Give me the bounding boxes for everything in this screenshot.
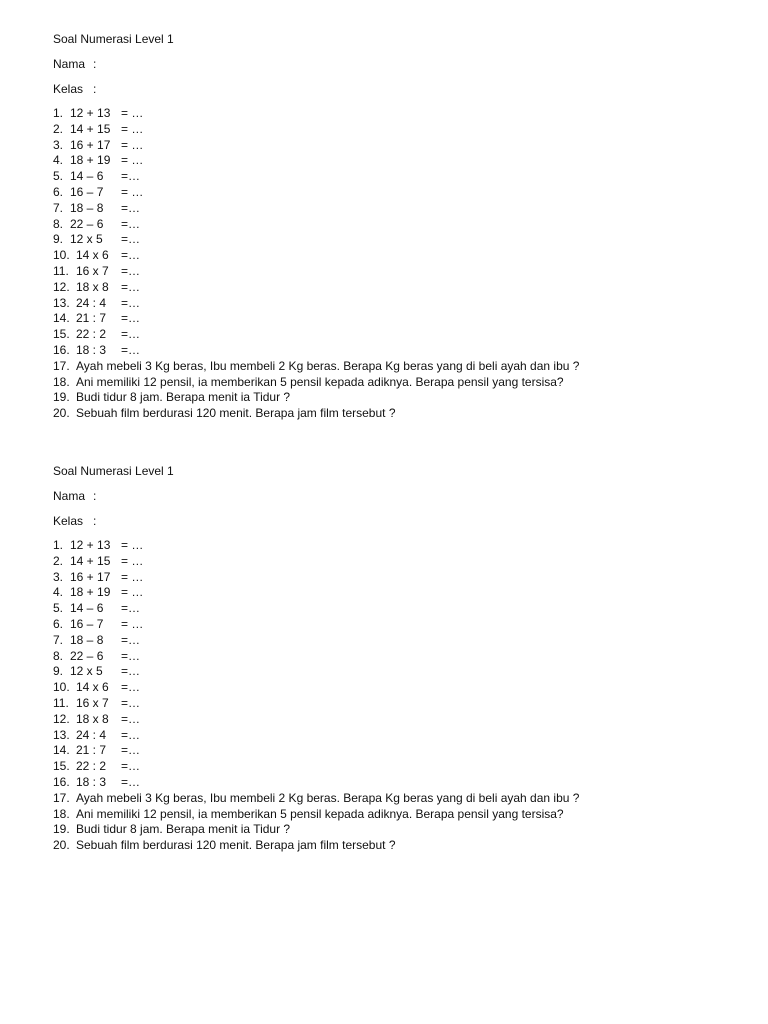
answer-blank: = …: [121, 553, 144, 568]
question-expression: 22 : 2: [76, 759, 107, 774]
question-item: [53, 649, 733, 665]
answer-blank: =…: [121, 711, 141, 726]
question-number: 15.: [53, 327, 70, 342]
question-expression: 16 + 17: [70, 569, 111, 584]
question-item: [53, 217, 733, 233]
question-number: 9.: [53, 232, 64, 247]
answer-blank: =…: [121, 311, 141, 326]
answer-blank: =…: [121, 759, 141, 774]
answer-blank: = …: [121, 153, 144, 168]
answer-blank: =…: [121, 695, 141, 710]
story-question-text: Sebuah film berdurasi 120 menit. Berapa jam film tersebut ?: [76, 838, 396, 853]
question-expression: 16 x 7: [76, 263, 109, 278]
story-question-item: [53, 822, 733, 838]
answer-blank: = …: [121, 106, 144, 120]
story-question-text: Ani memiliki 12 pensil, ia memberikan 5 pensil kepada adiknya. Berapa pensil yang tersisa?: [76, 806, 564, 821]
story-question-item: [53, 807, 733, 823]
question-number: 8.: [53, 216, 64, 231]
question-item: [53, 759, 733, 775]
answer-blank: =…: [121, 295, 141, 310]
question-number: 1.: [53, 106, 64, 120]
question-number: 4.: [53, 153, 64, 168]
answer-blank: =…: [121, 200, 141, 215]
question-number: 12.: [53, 279, 70, 294]
question-number: 6.: [53, 616, 64, 631]
question-expression: 22 : 2: [76, 327, 107, 342]
story-question-text: Budi tidur 8 jam. Berapa menit ia Tidur ?: [76, 822, 291, 837]
question-expression: 16 x 7: [76, 695, 109, 710]
field-label: Kelas: [53, 82, 84, 96]
question-expression: 21 : 7: [76, 311, 107, 326]
question-expression: 22 – 6: [70, 648, 104, 663]
question-expression: 14 x 6: [76, 680, 109, 695]
question-expression: 12 + 13: [70, 538, 111, 552]
question-number: 7.: [53, 200, 64, 215]
field-colon: :: [93, 514, 97, 528]
answer-blank: = …: [121, 616, 144, 631]
question-number: 3.: [53, 137, 64, 152]
question-expression: 18 x 8: [76, 711, 109, 726]
question-number: 10.: [53, 680, 70, 695]
question-number: 13.: [53, 295, 70, 310]
field-nama: [53, 56, 733, 81]
question-number: 13.: [53, 727, 70, 742]
question-item: [53, 264, 733, 280]
question-item: [53, 617, 733, 633]
story-question-item: [53, 838, 733, 854]
question-number: 5.: [53, 169, 64, 184]
question-item: [53, 153, 733, 169]
answer-blank: =…: [121, 743, 141, 758]
question-expression: 18 + 19: [70, 153, 111, 168]
field-colon: :: [93, 57, 97, 71]
question-expression: 14 – 6: [70, 169, 104, 184]
question-item: [53, 280, 733, 296]
question-expression: 22 – 6: [70, 216, 104, 231]
question-item: [53, 232, 733, 248]
story-question-text: Budi tidur 8 jam. Berapa menit ia Tidur ?: [76, 390, 291, 405]
question-item: [53, 696, 733, 712]
answer-blank: = …: [121, 121, 144, 136]
question-number: 11.: [53, 695, 69, 710]
question-item: [53, 775, 733, 791]
field-colon: :: [93, 489, 97, 503]
question-item: [53, 664, 733, 680]
question-item: [53, 169, 733, 185]
field-label: Kelas: [53, 514, 84, 528]
question-item: [53, 538, 733, 554]
question-expression: 24 : 4: [76, 727, 107, 742]
question-item: [53, 743, 733, 759]
question-number: 17.: [53, 358, 70, 373]
question-number: 8.: [53, 648, 64, 663]
answer-blank: =…: [121, 279, 141, 294]
field-label: Nama: [53, 489, 86, 503]
field-label: Nama: [53, 57, 86, 71]
question-number: 16.: [53, 774, 70, 789]
story-question-text: Ayah mebeli 3 Kg beras, Ibu membeli 2 Kg beras. Berapa Kg beras yang di beli ayah dan ibu ?: [76, 790, 580, 805]
field-nama: [53, 488, 733, 513]
answer-blank: = …: [121, 585, 144, 600]
question-expression: 12 + 13: [70, 106, 111, 120]
question-expression: 18 + 19: [70, 585, 111, 600]
question-expression: 12 x 5: [70, 664, 103, 679]
question-number: 19.: [53, 390, 70, 405]
answer-blank: =…: [121, 169, 141, 184]
answer-blank: = …: [121, 184, 144, 199]
question-expression: 18 – 8: [70, 632, 104, 647]
question-item: [53, 712, 733, 728]
question-number: 18.: [53, 374, 70, 389]
story-question-text: Sebuah film berdurasi 120 menit. Berapa jam film tersebut ?: [76, 406, 396, 421]
question-expression: 18 : 3: [76, 774, 107, 789]
question-expression: 16 – 7: [70, 616, 104, 631]
question-item: [53, 680, 733, 696]
question-number: 7.: [53, 632, 64, 647]
question-number: 16.: [53, 342, 70, 357]
answer-blank: =…: [121, 601, 141, 616]
answer-blank: =…: [121, 727, 141, 742]
answer-blank: =…: [121, 263, 141, 278]
question-item: [53, 138, 733, 154]
question-expression: 16 – 7: [70, 184, 104, 199]
question-number: 14.: [53, 743, 70, 758]
worksheet-title: Soal Numerasi Level 1: [53, 32, 174, 46]
question-expression: 21 : 7: [76, 743, 107, 758]
question-number: 9.: [53, 664, 64, 679]
answer-blank: =…: [121, 232, 141, 247]
story-question-item: [53, 791, 733, 807]
question-expression: 12 x 5: [70, 232, 103, 247]
question-number: 14.: [53, 311, 70, 326]
question-expression: 24 : 4: [76, 295, 107, 310]
question-list: [53, 538, 733, 854]
question-number: 2.: [53, 121, 64, 136]
question-item: [53, 570, 733, 586]
field-kelas: [53, 513, 733, 538]
story-question-item: [53, 390, 733, 406]
question-number: 2.: [53, 553, 64, 568]
question-expression: 18 : 3: [76, 342, 107, 357]
question-number: 3.: [53, 569, 64, 584]
question-item: [53, 296, 733, 312]
question-item: [53, 633, 733, 649]
question-list: [53, 106, 733, 422]
answer-blank: =…: [121, 216, 141, 231]
question-number: 19.: [53, 822, 70, 837]
question-item: [53, 728, 733, 744]
question-item: [53, 185, 733, 201]
field-colon: :: [93, 82, 97, 96]
question-number: 15.: [53, 759, 70, 774]
question-number: 5.: [53, 601, 64, 616]
question-item: [53, 343, 733, 359]
worksheet-1: [53, 31, 733, 422]
question-expression: 14 + 15: [70, 121, 111, 136]
question-item: [53, 122, 733, 138]
answer-blank: =…: [121, 327, 141, 342]
story-question-text: Ayah mebeli 3 Kg beras, Ibu membeli 2 Kg beras. Berapa Kg beras yang di beli ayah dan ibu ?: [76, 358, 580, 373]
answer-blank: =…: [121, 342, 141, 357]
question-item: [53, 327, 733, 343]
answer-blank: = …: [121, 569, 144, 584]
answer-blank: = …: [121, 137, 144, 152]
question-expression: 18 x 8: [76, 279, 109, 294]
answer-blank: =…: [121, 248, 141, 263]
question-number: 10.: [53, 248, 70, 263]
question-number: 17.: [53, 790, 70, 805]
answer-blank: =…: [121, 680, 141, 695]
question-item: [53, 554, 733, 570]
question-number: 20.: [53, 838, 70, 853]
question-number: 11.: [53, 263, 69, 278]
question-expression: 14 x 6: [76, 248, 109, 263]
question-expression: 16 + 17: [70, 137, 111, 152]
question-expression: 18 – 8: [70, 200, 104, 215]
question-item: [53, 106, 733, 122]
question-number: 12.: [53, 711, 70, 726]
question-number: 18.: [53, 806, 70, 821]
answer-blank: = …: [121, 538, 144, 552]
question-number: 4.: [53, 585, 64, 600]
story-question-text: Ani memiliki 12 pensil, ia memberikan 5 pensil kepada adiknya. Berapa pensil yang tersisa?: [76, 374, 564, 389]
worksheet-title: Soal Numerasi Level 1: [53, 464, 174, 478]
story-question-item: [53, 375, 733, 391]
question-number: 1.: [53, 538, 64, 552]
question-item: [53, 585, 733, 601]
answer-blank: =…: [121, 648, 141, 663]
story-question-item: [53, 359, 733, 375]
story-question-item: [53, 406, 733, 422]
question-item: [53, 601, 733, 617]
question-number: 20.: [53, 406, 70, 421]
worksheet-2: [53, 463, 733, 854]
answer-blank: =…: [121, 632, 141, 647]
answer-blank: =…: [121, 774, 141, 789]
question-item: [53, 248, 733, 264]
question-item: [53, 201, 733, 217]
question-item: [53, 311, 733, 327]
question-expression: 14 – 6: [70, 601, 104, 616]
field-kelas: [53, 81, 733, 106]
answer-blank: =…: [121, 664, 141, 679]
question-expression: 14 + 15: [70, 553, 111, 568]
question-number: 6.: [53, 184, 64, 199]
